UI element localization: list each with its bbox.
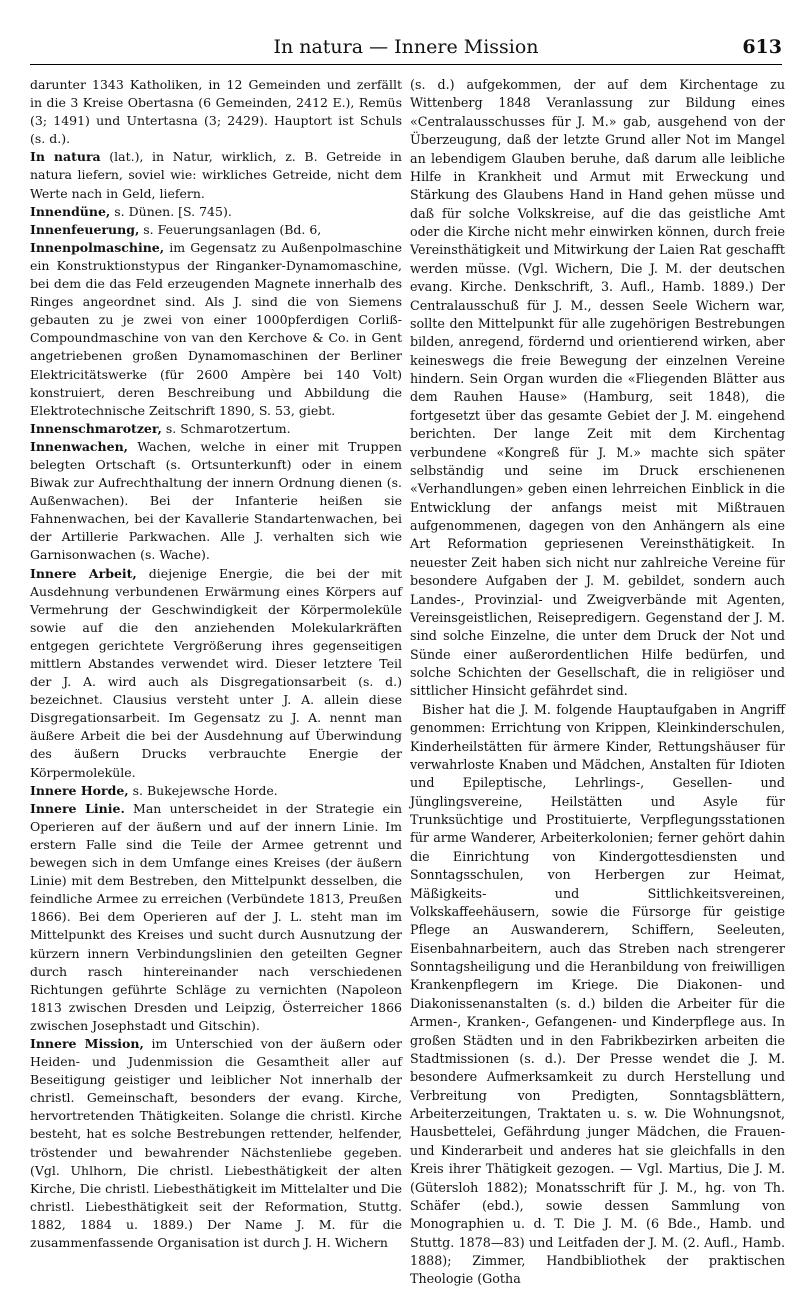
entry-paragraph xyxy=(30,565,402,782)
entry-text: (lat.), in Natur, wirklich, z. B. Getreide in natura liefern, soviel wie: wirkliches Getreide, nicht dem Werte nach in Geld, liefern. xyxy=(30,149,402,201)
entry-paragraph xyxy=(30,438,402,565)
entry-headword: Innenwachen, xyxy=(30,438,129,454)
entry-headword: In natura xyxy=(30,149,101,165)
entry-headword: Innere Horde, xyxy=(30,782,129,798)
entry-text: s. Dünen. [S. 745). xyxy=(110,203,232,219)
entry-text: Man unterscheidet in der Strategie ein Operieren auf der äußern und auf der innern Linie. Im erstern Falle sind die Teile der Armee getrennt und bewegen sich in dem Umfange eines Kreises (der äußern Linie) mit dem Bestreben, den Mittelpunkt desselben, die feindliche Armee zu erreichen (Verbündete 1813, Preußen 1866). Bei dem Operieren auf der J. L. steht man im Mittelpunkt des Kreises und sucht durch Ausnutzung der kürzern innern Verbindungslinien den geteilten Gegner durch rasch hintereinander nach verschiedenen Richtungen geführte Schläge zu vernichten (Napoleon 1813 zwischen Dresden und Leipzig, Österreicher 1866 zwischen Josephstadt und Gitschin). xyxy=(30,800,403,1033)
entry-paragraph xyxy=(30,203,402,221)
entry-text: im Gegensatz zu Außenpolmaschine ein Konstruktionstypus der Ringanker-Dynamomaschine, bei dem die das Feld erzeugenden Magnete innerhalb des Ringes angeordnet sind. Als J. sind die von Siemens gebauten zu je zwei von einer 1000pferdigen Corliß-Compoundmaschine von van den Kerchove & Co. in Gent angetriebenen großen Dynamomaschinen der Berliner Elektricitätswerke (für 2600 Ampère bei 140 Volt) konstruiert, deren Beschreibung und Abbildung die Elektrotechnische Zeitschrift 1890, S. 53, giebt. xyxy=(30,239,402,418)
entry-paragraph xyxy=(30,148,402,202)
entry-paragraph xyxy=(30,76,402,148)
entry-text: darunter 1343 Katholiken, in 12 Gemeinden und zerfällt in die 3 Kreise Obertasna (6 Gemeinden, 2412 E.), Remüs (3; 1491) und Untertasna (3; 2429). Hauptort ist Schuls (s. d.). xyxy=(30,77,402,147)
entry-text: Wachen, welche in einer mit Truppen belegten Ortschaft (s. Ortsunterkunft) oder in einem Biwak zur Aufrechthaltung der innern Ordnung dienen (s. Außenwachen). Bei der Infanterie heißen sie Fahnenwachen, bei der Kavallerie Standartenwachen, bei der Artillerie Parkwachen. Alle J. verhalten sich wie Garnisonwachen (s. Wache). xyxy=(30,438,402,563)
page-header xyxy=(30,34,782,65)
entry-paragraph xyxy=(30,221,402,239)
entry-paragraph xyxy=(30,782,402,800)
entry-headword: Innere Arbeit, xyxy=(30,565,137,581)
left-column xyxy=(30,76,402,1252)
entry-headword: Innere Linie. xyxy=(30,800,125,816)
entry-headword: Innenschmarotzer, xyxy=(30,420,162,436)
running-title: In natura — Innere Mission xyxy=(273,36,539,58)
entry-headword: Innenpolmaschine, xyxy=(30,239,165,255)
body-paragraph: (s. d.) aufgekommen, der auf dem Kirchentage zu Wittenberg 1848 Veranlassung zur Bildung eines «Centralausschusses für J. M.» gab, ausgehend von der Überzeugung, daß der letzte Grund aller Not im Mangel an lebendigem Glauben beruhe, daß darum alle leibliche Hilfe in Krankheit und Armut mit Erweckung und Stärkung des Glaubens Hand in Hand gehen müsse und daß für solche Volkskreise, auf die das geistliche Amt oder die Kirche nicht mehr einwirken können, durch freie Vereinsthätigkeit und Mitwirkung der Laien Rat geschafft werden müsse. (Vgl. Wichern, Die J. M. der deutschen evang. Kirche. Denkschrift, 3. Aufl., Hamb. 1889.) Der Centralausschuß für J. M., dessen Seele Wichern war, sollte den Mittelpunkt für alle zugehörigen Bestrebungen bilden, anregend, fördernd und orientierend wirken, aber keineswegs die freie Bewegung der einzelnen Vereine hindern. Sein Organ wurden die «Fliegenden Blätter aus dem Rauhen Hause» (Hamburg, seit 1848), die fortgesetzt über das gesamte Gebiet der J. M. eingehend berichten. Der lange Zeit mit dem Kirchentag verbundene «Kongreß für J. M.» machte sich später selbständig und seine im Druck erschienenen «Verhandlungen» geben einen lehrreichen Einblick in die Entwicklung der anfangs meist mit Mißtrauen aufgenommenen, dagegen von den Anhängern als eine Art Reformation gepriesenen Vereinsthätigkeit. In neuester Zeit haben sich nicht nur zahlreiche Vereine für besondere Aufgaben der J. M. gebildet, sondern auch Landes-, Provinzial- und Zweigverbände mit Agenten, Vereinsgeistlichen, Reisepredigern. Gegenstand der J. M. sind solche Einzelne, die unter dem Druck der Not und Sünde einer außerordentlichen Hilfe bedürfen, und solche Schichten der Gesellschaft, die in religiöser und sittlicher Hinsicht gefährdet sind. xyxy=(410,77,785,699)
entry-text: s. Bukejewsche Horde. xyxy=(128,782,278,798)
entry-text: diejenige Energie, die bei der mit Ausdehnung verbundenen Erwärmung eines Körpers auf Vermehrung der Geschwindigkeit der Körpermoleküle sowie auf die den anziehenden Molekularkräften entgegen gerichtete Vergrößerung ihres gegenseitigen mittlern Abstandes verwendet wird. Dieser letztere Teil der J. A. wird auch als Disgregationsarbeit (s. d.) bezeichnet. Clausius versteht unter J. A. allein diese Disgregationsarbeit. Im Gegensatz zu J. A. nennt man äußere Arbeit die bei der Ausdehnung auf Überwindung des äußern Drucks verbrauchte Energie der Körpermoleküle. xyxy=(30,565,403,780)
entry-text: s. Schmarotzertum. xyxy=(161,420,291,436)
right-column xyxy=(410,76,785,1289)
entry-headword: Innenfeuerung, xyxy=(30,221,140,237)
entry-paragraph xyxy=(30,239,402,420)
entry-headword: Innere Mission, xyxy=(30,1035,144,1051)
entry-text: im Unterschied von der äußern oder Heiden- und Judenmission die Gesamtheit aller auf Beseitigung geistiger und leiblicher Not innerhalb der christl. Gemeinschaft, besonders der evang. Kirche, hervortretenden Thätigkeiten. Solange die christl. Kirche besteht, hat es solche Bestrebungen rettender, helfender, tröstender und bewahrender Nächstenliebe gegeben. (Vgl. Uhlhorn, Die christl. Liebesthätigkeit der alten Kirche, Die christl. Liebesthätigkeit im Mittelalter und Die christl. Liebesthätigkeit seit der Reformation, Stuttg. 1882, 1884 u. 1889.) Der Name J. M. für die zusammenfassende Organisation ist durch J. H. Wichern xyxy=(30,1035,402,1250)
entry-headword: Innendüne, xyxy=(30,203,111,219)
entry-text: s. Feuerungsanlagen (Bd. 6, xyxy=(139,221,322,237)
entry-paragraph xyxy=(30,420,402,438)
body-paragraph: Bisher hat die J. M. folgende Hauptaufgaben in Angriff genommen: Errichtung von Krippen, Kleinkinderschulen, Kinderheilstätten für ärmere Kinder, Rettungshäuser für verwahrloste Knaben und Mädchen, Anstalten für Idioten und Epileptische, Lehrlings-, Gesellen- und Jünglingsvereine, Heilstätten und Asyle für Trunksüchtige und Prostituierte, Verpflegungsstationen für arme Wanderer, Arbeiterkolonien; ferner gehört dahin die Einrichtung von Kindergottesdiensten und Sonntagsschulen, von Herbergen zur Heimat, Mäßigkeits- und Sittlichkeitsvereinen, Volkskaffeehäusern, sowie die Fürsorge für geistige Pflege an Auswanderern, Schiffern, Seeleuten, Eisenbahnarbeitern, auch das Streben nach strengerer Sonntagsheiligung und die Heranbildung von freiwilligen Krankenpflegern im Kriege. Die Diakonen- und Diakonissenanstalten (s. d.) bilden die Arbeiter für die Armen-, Kranken-, Gefangenen- und Kinderpflege aus. In großen Städten und in den Fabrikbezirken arbeiten die Stadtmissionen (s. d.). Der Presse wendet die J. M. besondere Aufmerksamkeit zu durch Herstellung und Verbreitung von Predigten, Sonntagsblättern, Arbeiterzeitungen, Traktaten u. s. w. Die Wohnungsnot, Hausbettelei, Gefährdung junger Mädchen, die Frauen- und Kinderarbeit und anderes hat sie gleichfalls in den Kreis ihrer Thätigkeit gezogen. — Vgl. Martius, Die J. M. (Gütersloh 1882); Monatsschrift für J. M., hg. von Th. Schäfer (ebd.), sowie dessen Sammlung von Monographien u. d. T. Die J. M. (6 Bde., Hamb. und Stuttg. 1878—83) und Leitfaden der J. M. (2. Aufl., Hamb. 1888); Zimmer, Handbibliothek der praktischen Theologie (Gotha xyxy=(410,701,785,1287)
entry-paragraph xyxy=(30,800,402,1035)
entry-paragraph xyxy=(30,1035,402,1252)
page-number: 613 xyxy=(742,36,782,58)
